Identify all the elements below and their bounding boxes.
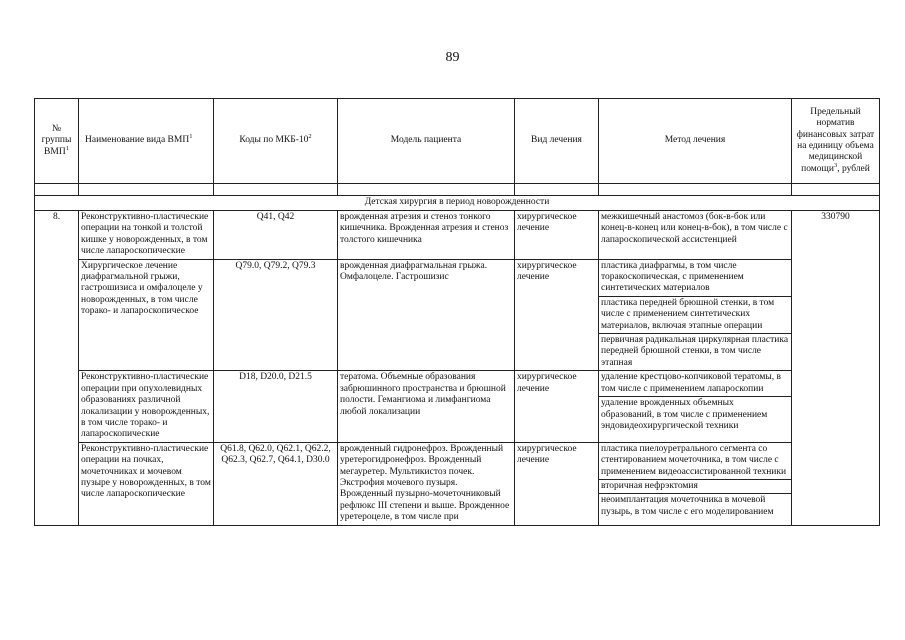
header-group-no: № группы ВМП$^1$: [35, 99, 79, 184]
method-item: пластика передней брюшной стенки, в том числе с применением синтетических материалов, включая этапные операции: [599, 297, 791, 334]
cost-norm: 330790: [792, 211, 880, 526]
spacer-row: [35, 184, 880, 196]
header-name: Наименование вида ВМП$^1$: [79, 99, 214, 184]
vmp-table: [34, 98, 880, 526]
method-item: пластика пиелоуретрального сегмента со стентированием мочеточника, в том числе с применением видеоассистированной техники: [599, 443, 791, 480]
header-model: Модель пациента: [338, 99, 515, 184]
method-cell: [599, 371, 792, 442]
header-row: [35, 99, 880, 184]
table-row: [35, 442, 880, 525]
method-item: пластика диафрагмы, в том числе торакоскопическая, с применением синтетических материалов: [599, 260, 791, 297]
table-row: [35, 211, 880, 260]
group-number: 8.: [35, 211, 79, 526]
patient-model: врожденная диафрагмальная грыжа. Омфалоцеле. Гастрошизис: [338, 259, 515, 371]
treatment-type: хирургическое лечение: [515, 442, 599, 525]
icd-codes: Q41, Q42: [214, 211, 338, 260]
method-cell: [599, 259, 792, 371]
header-method: Метод лечения: [599, 99, 792, 184]
patient-model: тератома. Объемные образования забрюшинного пространства и брюшной полости. Гемангиома и лимфангиома любой локализации: [338, 371, 515, 442]
icd-codes: Q61.8, Q62.0, Q62.1, Q62.2, Q62.3, Q62.7, Q64.1, D30.0: [214, 442, 338, 525]
treatment-type: хирургическое лечение: [515, 371, 599, 442]
icd-codes: D18, D20.0, D21.5: [214, 371, 338, 442]
treatment-type: хирургическое лечение: [515, 211, 599, 260]
method-item: первичная радикальная циркулярная пластика передней брюшной стенки, в том числе этапная: [601, 335, 789, 368]
method-item: удаление крестцово-копчиковой тератомы, в том числе с применением лапароскопии: [599, 371, 791, 397]
header-codes: Коды по МКБ-$10^2$: [214, 99, 338, 184]
section-row: [35, 196, 880, 211]
vmp-name: Реконструктивно-пластические операции на почках, мочеточниках и мочевом пузыре у новорожденных, в том числе лапароскопические: [79, 442, 214, 525]
section-title: Детская хирургия в период новорожденности: [35, 196, 880, 211]
method-item: вторичная нефрэктомия: [599, 480, 791, 494]
method-cell: [599, 211, 792, 260]
vmp-name: Реконструктивно-пластические операции при опухолевидных образованиях различной локализации у новорожденных, в том числе торако- и лапароскопические: [79, 371, 214, 442]
patient-model: врожденная атрезия и стеноз тонкого кишечника. Врожденная атрезия и стеноз толстого кишечника: [338, 211, 515, 260]
table-row: [35, 371, 880, 442]
method-item: неоимплантация мочеточника в мочевой пузырь, в том числе с его моделированием: [601, 495, 774, 517]
method-cell: [599, 442, 792, 525]
patient-model: врожденный гидронефроз. Врожденный уретерогидронефроз. Врожденный мегауретер. Мультикистоз почек. Экстрофия мочевого пузыря. Врожденный пузырно-мочеточниковый рефлюкс III степени и выше. Врожденное уретероцеле, в том числе при: [338, 442, 515, 525]
method-item: межкишечный анастомоз (бок-в-бок или конец-в-конец или конец-в-бок), в том числе с лапароскопической ассистенцией: [601, 212, 788, 245]
vmp-name: Хирургическое лечение диафрагмальной грыжи, гастрошизиса и омфалоцеле у новорожденных, в том числе торако- и лапароскопическое: [79, 259, 214, 371]
header-cost: Предельный норматив финансовых затрат на единицу объема медицинской помощи$^3$, рублей: [792, 99, 880, 184]
header-treatment-type: Вид лечения: [515, 99, 599, 184]
vmp-name: Реконструктивно-пластические операции на тонкой и толстой кишке у новорожденных, в том числе лапароскопические: [79, 211, 214, 260]
icd-codes: Q79.0, Q79.2, Q79.3: [214, 259, 338, 371]
table-row: [35, 259, 880, 371]
method-item: удаление врожденных объемных образований, в том числе с применением эндовидеохирургической техники: [601, 398, 768, 431]
treatment-type: хирургическое лечение: [515, 259, 599, 371]
page-number: 89: [445, 50, 460, 65]
